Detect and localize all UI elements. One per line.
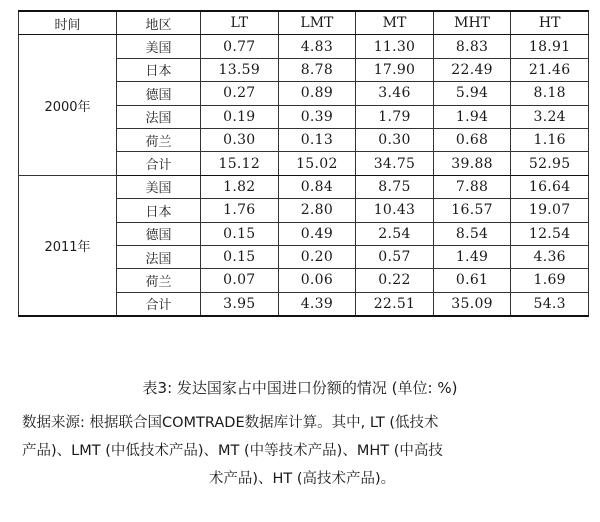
value-cell: 0.06 [278, 269, 356, 292]
data-table-container [18, 10, 588, 317]
value-cell: 4.83 [278, 35, 356, 58]
value-cell: 17.90 [356, 58, 434, 81]
value-cell: 35.09 [433, 292, 511, 316]
header-lmt: LMT [278, 11, 356, 35]
value-cell: 2.80 [278, 199, 356, 222]
value-cell: 0.30 [356, 128, 434, 151]
value-cell: 3.46 [356, 82, 434, 105]
value-cell: 0.68 [433, 128, 511, 151]
region-cell: 合计 [117, 292, 201, 316]
region-cell: 德国 [117, 82, 201, 105]
region-cell: 美国 [117, 175, 201, 198]
value-cell: 0.13 [278, 128, 356, 151]
value-cell: 19.07 [511, 199, 589, 222]
value-cell: 10.43 [356, 199, 434, 222]
region-cell: 法国 [117, 245, 201, 268]
source-note-line-3: 术产品)、HT (高技术产品)。 [208, 471, 396, 487]
value-cell: 0.39 [278, 105, 356, 128]
value-cell: 39.88 [433, 152, 511, 175]
value-cell: 2.54 [356, 222, 434, 245]
value-cell: 0.07 [201, 269, 279, 292]
source-note-line-2: 产品)、LMT (中低技术产品)、MT (中等技术产品)、MHT (中高技 [22, 443, 443, 459]
value-cell: 5.94 [433, 82, 511, 105]
region-cell: 日本 [117, 58, 201, 81]
value-cell: 0.61 [433, 269, 511, 292]
value-cell: 22.51 [356, 292, 434, 316]
value-cell: 0.84 [278, 175, 356, 198]
value-cell: 1.69 [511, 269, 589, 292]
header-region: 地区 [117, 11, 201, 35]
value-cell: 0.49 [278, 222, 356, 245]
table-row [19, 35, 589, 58]
header-mht: MHT [433, 11, 511, 35]
value-cell: 34.75 [356, 152, 434, 175]
source-note-line-1: 数据来源: 根据联合国COMTRADE数据库计算。其中, LT (低技术 [22, 415, 439, 431]
value-cell: 8.18 [511, 82, 589, 105]
value-cell: 1.76 [201, 199, 279, 222]
value-cell: 18.91 [511, 35, 589, 58]
value-cell: 7.88 [433, 175, 511, 198]
year-cell: 2000年 [19, 35, 117, 175]
value-cell: 1.79 [356, 105, 434, 128]
value-cell: 0.30 [201, 128, 279, 151]
region-cell: 德国 [117, 222, 201, 245]
region-cell: 法国 [117, 105, 201, 128]
value-cell: 8.54 [433, 222, 511, 245]
table-header-row [19, 11, 589, 35]
value-cell: 15.12 [201, 152, 279, 175]
value-cell: 8.75 [356, 175, 434, 198]
header-ht: HT [511, 11, 589, 35]
header-mt: MT [356, 11, 434, 35]
value-cell: 0.20 [278, 245, 356, 268]
value-cell: 1.49 [433, 245, 511, 268]
value-cell: 0.27 [201, 82, 279, 105]
value-cell: 16.57 [433, 199, 511, 222]
region-cell: 荷兰 [117, 128, 201, 151]
value-cell: 8.78 [278, 58, 356, 81]
table-caption: 表3: 发达国家占中国进口份额的情况 (单位: %) [142, 379, 458, 397]
header-time: 时间 [19, 11, 117, 35]
value-cell: 4.36 [511, 245, 589, 268]
value-cell: 15.02 [278, 152, 356, 175]
value-cell: 0.15 [201, 222, 279, 245]
table-row [19, 175, 589, 198]
header-lt: LT [201, 11, 279, 35]
value-cell: 0.22 [356, 269, 434, 292]
year-cell: 2011年 [19, 175, 117, 316]
region-cell: 合计 [117, 152, 201, 175]
region-cell: 荷兰 [117, 269, 201, 292]
value-cell: 0.89 [278, 82, 356, 105]
region-cell: 日本 [117, 199, 201, 222]
value-cell: 8.83 [433, 35, 511, 58]
table-body [19, 35, 589, 316]
value-cell: 1.82 [201, 175, 279, 198]
import-share-table [18, 10, 589, 317]
value-cell: 3.95 [201, 292, 279, 316]
value-cell: 16.64 [511, 175, 589, 198]
value-cell: 0.57 [356, 245, 434, 268]
value-cell: 13.59 [201, 58, 279, 81]
value-cell: 52.95 [511, 152, 589, 175]
region-cell: 美国 [117, 35, 201, 58]
value-cell: 22.49 [433, 58, 511, 81]
value-cell: 1.16 [511, 128, 589, 151]
value-cell: 0.15 [201, 245, 279, 268]
value-cell: 1.94 [433, 105, 511, 128]
value-cell: 21.46 [511, 58, 589, 81]
value-cell: 0.77 [201, 35, 279, 58]
source-note [22, 409, 582, 493]
value-cell: 4.39 [278, 292, 356, 316]
value-cell: 3.24 [511, 105, 589, 128]
value-cell: 11.30 [356, 35, 434, 58]
value-cell: 12.54 [511, 222, 589, 245]
value-cell: 0.19 [201, 105, 279, 128]
value-cell: 54.3 [511, 292, 589, 316]
